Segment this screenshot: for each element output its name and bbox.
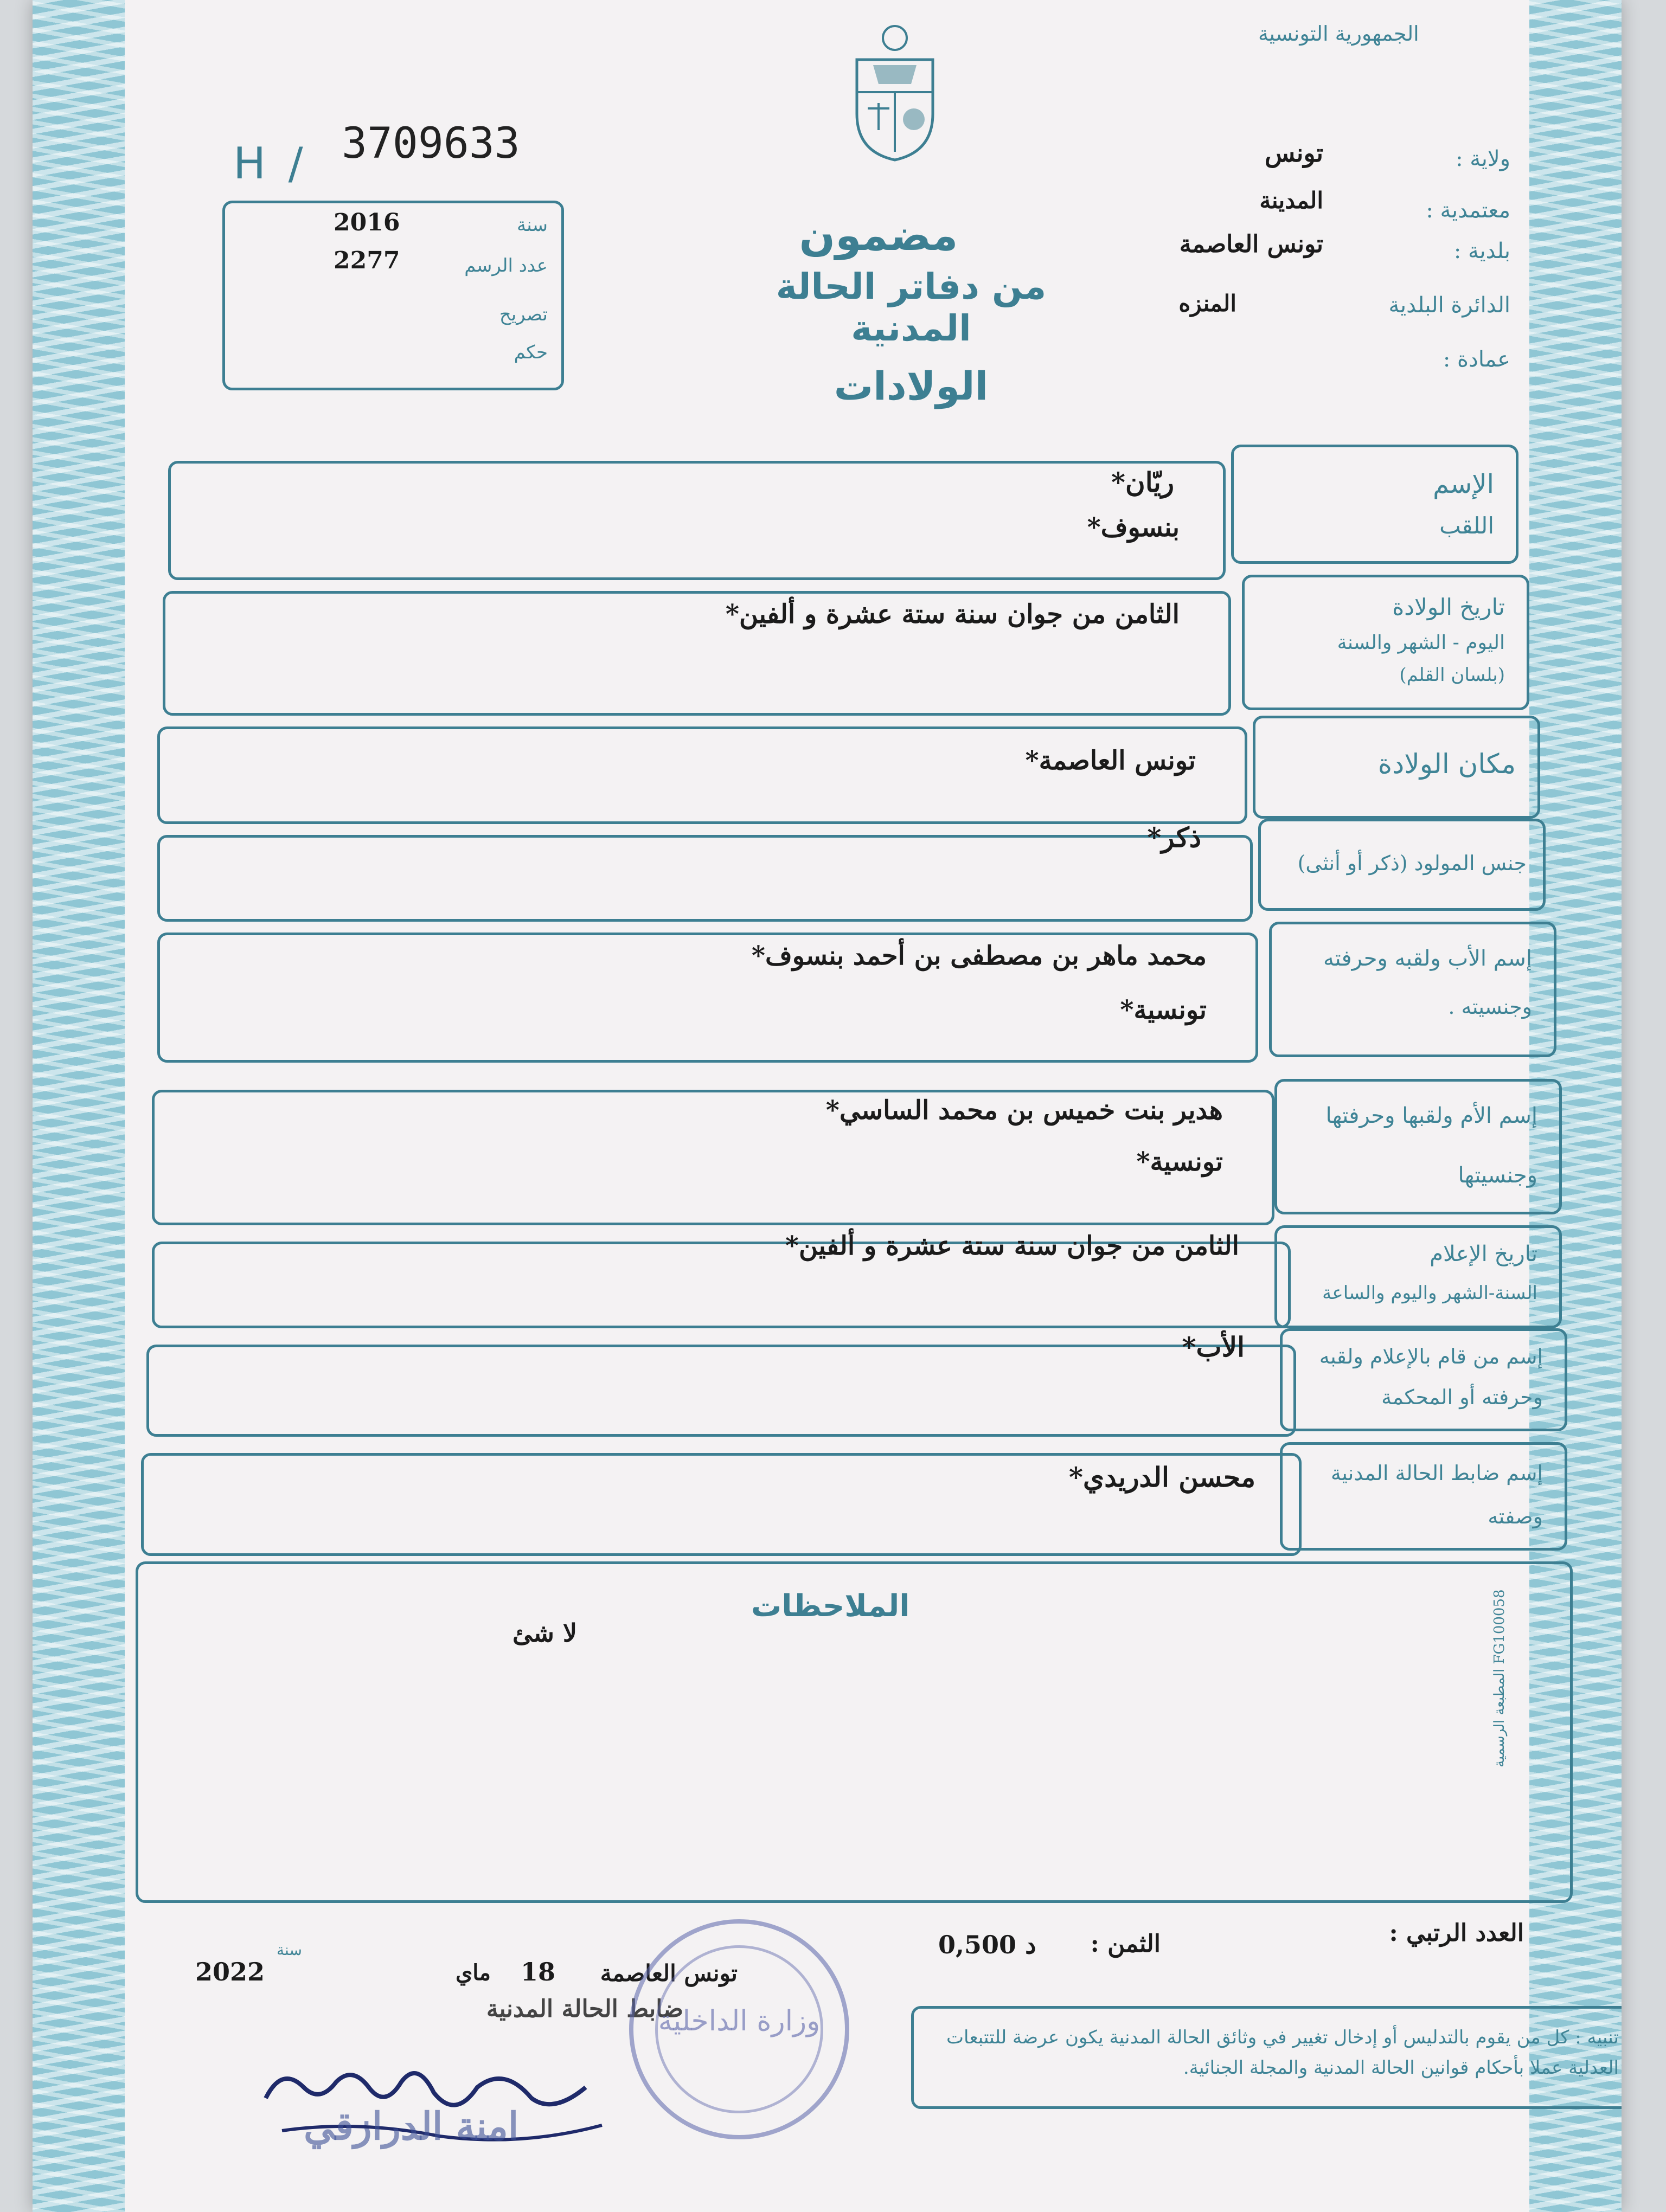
officer-label: إسم ضابط الحالة المدنية [1330,1461,1543,1485]
title-line2: من دفاتر الحالة المدنية [776,266,1047,349]
officer-value: محسن الدريدي* [1068,1461,1255,1493]
birthdate-sublabel: اليوم - الشهر والسنة [1337,632,1505,654]
declaration-date-sublabel: السنة-الشهر واليوم والساعة [1322,1282,1537,1304]
row-mother-label-box [1274,1079,1562,1214]
row-birthplace-value-box [157,726,1247,824]
row-birthdate-value-box [163,591,1231,716]
wilaya-label: ولاية : [1456,146,1510,171]
father-sublabel: وجنسيته . [1448,995,1532,1019]
issue-year-label: سنة [277,1941,302,1959]
ordinal-label: العدد الرتبي : [1389,1919,1524,1947]
officer-sublabel: وصفته [1488,1504,1543,1528]
row-declaration-date-value-box [152,1231,1291,1328]
officer-title: ضابط الحالة المدنية [486,1995,683,2023]
father-label: إسم الأب ولقبه وحرفته [1323,946,1532,971]
row-birthdate-label-box [1242,575,1529,710]
delegation-value: المدينة [1259,187,1323,214]
last-name-value: بنسوف* [1087,512,1180,543]
row-sex-label-box [1258,819,1546,911]
declarant-value: الأب* [1182,1331,1245,1363]
remarks-value: لا شئ [512,1618,578,1648]
first-name-label: الإسم [1433,469,1494,499]
left-guilloche-border [33,0,125,2212]
section-title: الولادات [834,363,989,409]
stamp-text: وزارة الداخلية [658,2005,821,2037]
notice-box [911,2006,1622,2109]
signature-name-stamp: امنة الدرازقي [304,2104,519,2149]
sex-label: جنس المولود (ذكر أو أنثى) [1297,851,1527,875]
official-stamp [629,1919,849,2139]
declarant-label: إسم من قام بالإعلام ولقبه [1319,1345,1543,1368]
issue-year-value: 2022 [195,1957,265,1986]
declaration-date-value: الثامن من جوان سنة ستة عشرة و ألفين* [785,1231,1239,1261]
row-father-label-box [1269,922,1556,1057]
row-name-value-box [168,461,1226,580]
father-nationality-value: تونسية* [1120,995,1207,1025]
row-declaration-date-label-box [1274,1225,1562,1328]
coat-of-arms-icon [835,22,954,163]
district-value: المنزه [1178,290,1236,317]
remarks-title: الملاحظات [751,1589,910,1624]
registry-box [222,201,564,390]
serial-number: 3709633 [342,119,520,168]
row-father-value-box [157,933,1258,1063]
registry-year-value: 2016 [334,209,400,236]
mother-nationality-value: تونسية* [1136,1147,1223,1177]
mother-sublabel: وجنسيتها [1458,1163,1537,1188]
registry-judgment-label: حكم [514,342,548,363]
delegation-label: معتمدية : [1426,198,1510,223]
imada-label: عمادة : [1443,347,1510,372]
birthplace-value: تونس العاصمة* [1025,745,1196,776]
price-value: 0,500 د [938,1930,1036,1959]
issue-place: تونس العاصمة [600,1960,738,1986]
last-name-label: اللقب [1439,512,1494,539]
row-officer-value-box [141,1453,1302,1556]
row-birthplace-label-box [1253,716,1540,819]
birth-certificate [33,0,1622,2212]
printer-mark: المطبعة الرسمية FG100058 [1491,1589,1508,1767]
father-value: محمد ماهر بن مصطفى بن أحمد بنسوف* [751,941,1207,971]
birthdate-note: (بلسان القلم) [1399,664,1505,686]
row-officer-label-box [1280,1442,1567,1551]
municipality-value: تونس العاصمة [1179,230,1323,258]
wilaya-value: تونس [1264,138,1323,168]
document-body [125,0,1619,2212]
birthdate-label: تاريخ الولادة [1392,594,1505,620]
birthplace-label: مكان الولادة [1377,748,1516,780]
registry-year-label: سنة [517,214,548,236]
republic-header: الجمهورية التونسية [1258,22,1419,46]
issue-month: ماي [456,1960,491,1985]
district-label: الدائرة البلدية [1388,293,1510,318]
row-name-label-box [1231,445,1518,564]
price-label: الثمن : [1090,1930,1161,1958]
registry-declaration-label: تصريح [499,304,548,325]
mother-value: هدير بنت خميس بن محمد الساسي* [825,1095,1223,1126]
municipality-label: بلدية : [1453,239,1510,263]
row-declarant-label-box [1280,1328,1567,1431]
first-name-value: ريّان* [1111,466,1174,498]
title-line1: مضمون [799,211,958,260]
serial-prefix: H / [233,138,307,189]
notice-text: تنبيه : كل من يقوم بالتدليس أو إدخال تغيير في وثائق الحالة المدنية يكون عرضة للتتبعات العدلية عملا بأحكام قوانين الحالة المدنية والمجلة الجنائية. [946,2027,1619,2079]
remarks-box [136,1561,1573,1903]
declaration-date-label: تاريخ الإعلام [1430,1242,1537,1266]
sex-value: ذكر* [1147,821,1201,853]
registry-number-label: عدد الرسم [464,255,548,276]
row-mother-value-box [152,1090,1274,1225]
row-sex-value-box [157,821,1253,922]
birthdate-value: الثامن من جوان سنة ستة عشرة و ألفين* [725,599,1180,629]
mother-label: إسم الأم ولقبها وحرفتها [1325,1103,1537,1128]
registry-number-value: 2277 [334,247,400,274]
row-declarant-value-box [146,1331,1296,1437]
declarant-sublabel: وحرفته أو المحكمة [1381,1385,1543,1409]
issue-day: 18 [521,1957,556,1986]
